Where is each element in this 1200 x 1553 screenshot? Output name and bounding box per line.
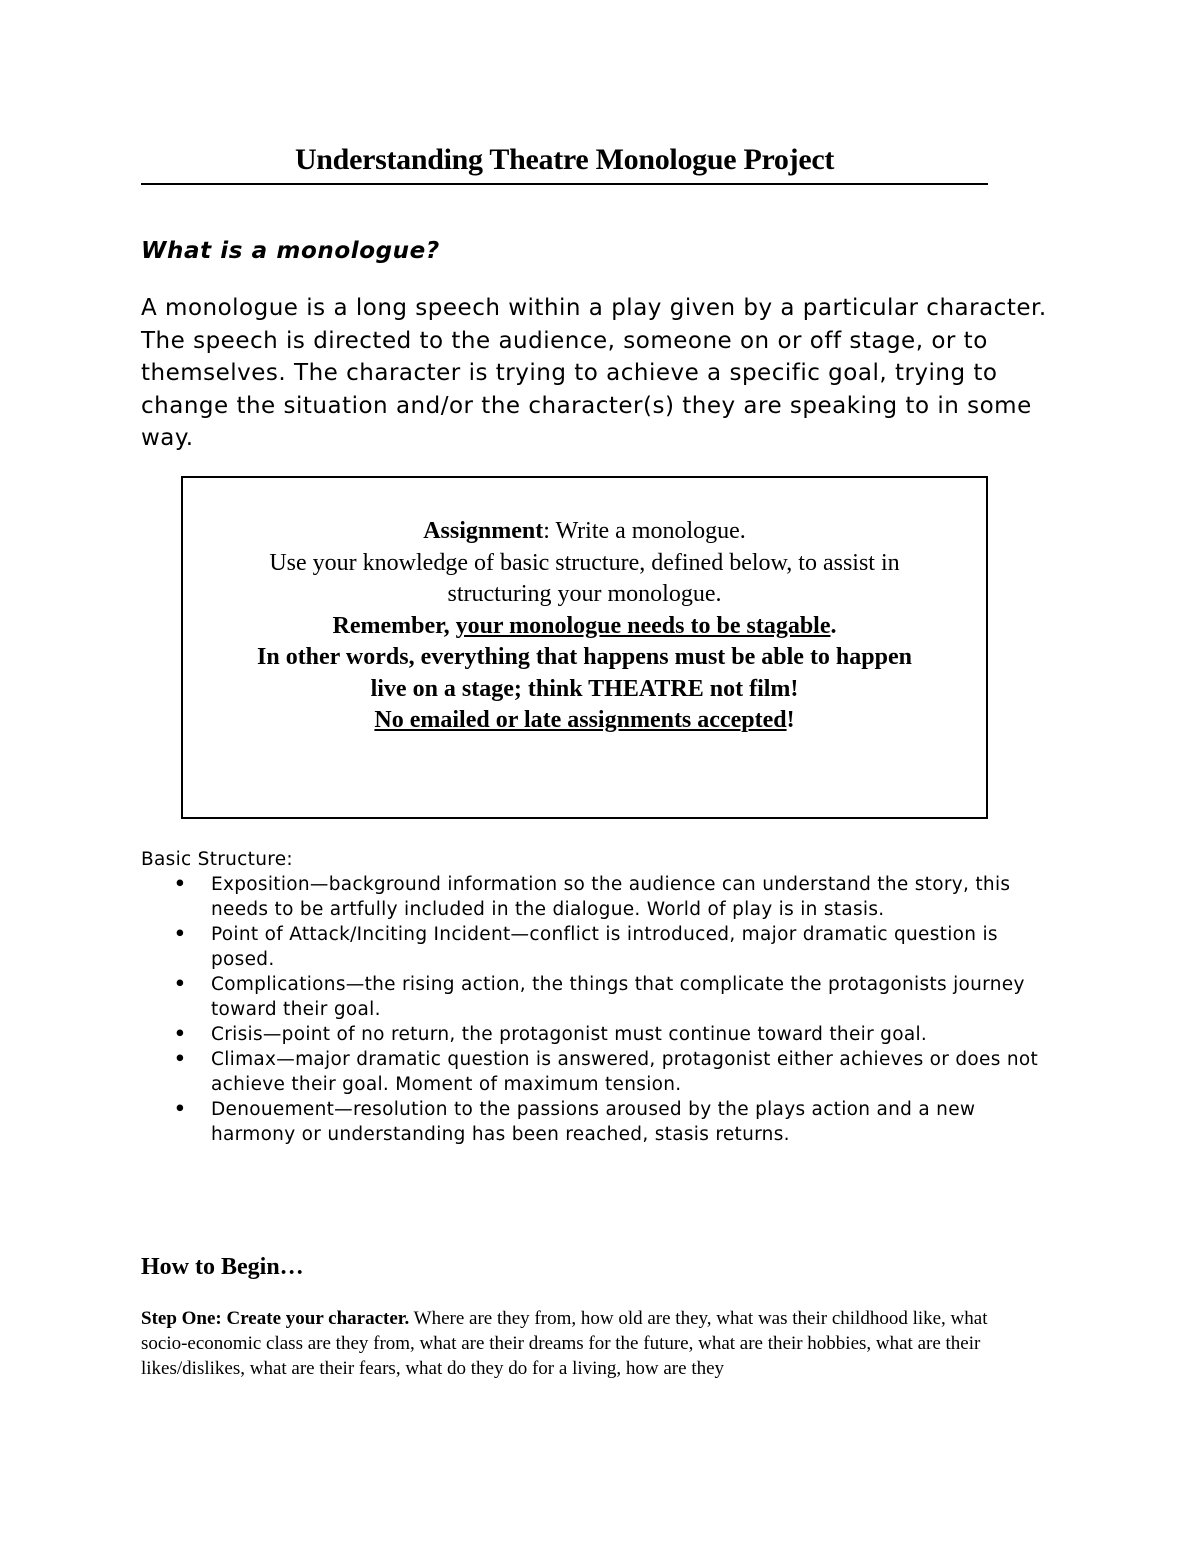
list-item	[141, 922, 1061, 972]
remember-underlined: your monologue needs to be stagable	[455, 612, 831, 639]
assignment-line-5: In other words, everything that happens must be able to happen	[257, 644, 912, 670]
assignment-line-6: live on a stage; think THEATRE not film!	[370, 675, 799, 702]
bullet-icon: •	[174, 974, 187, 995]
bullet-icon: •	[174, 1049, 187, 1070]
assignment-task: : Write a monologue.	[543, 518, 746, 544]
remember-suffix: .	[830, 612, 837, 639]
bullet-icon: •	[174, 1099, 187, 1120]
list-item-text: Exposition—background information so the audience can understand the story, this needs to be artfully included in the dialogue. World of play is in stasis.	[211, 874, 1011, 920]
basic-structure-colon: :	[286, 849, 293, 870]
assignment-label: Assignment	[423, 518, 544, 544]
assignment-line-2: Use your knowledge of basic structure, defined below, to assist in	[269, 549, 900, 576]
basic-structure-heading: Basic Structure	[141, 849, 287, 870]
assignment-line-3: structuring your monologue.	[447, 581, 722, 607]
structure-list	[141, 872, 1061, 1147]
document-title: Understanding Theatre Monologue Project	[294, 143, 835, 176]
assignment-remember-line	[183, 611, 986, 643]
basic-structure-heading-line	[141, 847, 1061, 872]
list-item-text: Climax—major dramatic question is answered, protagonist either achieves or does not achieve their goal. Moment of maximum tension.	[211, 1049, 1039, 1095]
late-underlined: No emailed or late assignments accepted	[374, 707, 787, 733]
list-item	[141, 1047, 1061, 1097]
late-suffix: !	[786, 707, 795, 733]
step-one-paragraph	[141, 1306, 1031, 1381]
list-item-text: Crisis—point of no return, the protagonist must continue toward their goal.	[211, 1024, 928, 1045]
basic-structure-section	[141, 847, 1061, 1147]
assignment-late-line	[183, 705, 986, 737]
step-one-label: Step One: Create your character.	[141, 1308, 410, 1329]
step-one-text: Where are they from, how old are they, what was their childhood like, what socio-economic class are they from, what are their dreams for the future, what are their hobbies, what are their likes/dislikes, what are their fears, what do they do for a living, how are they	[141, 1308, 988, 1379]
assignment-text	[183, 516, 986, 737]
list-item	[141, 872, 1061, 922]
list-item	[141, 972, 1061, 1022]
list-item-text: Point of Attack/Inciting Incident—conflict is introduced, major dramatic question is posed.	[211, 924, 998, 970]
monologue-definition: A monologue is a long speech within a play given by a particular character. The speech is directed to the audience, someone on or off stage, or to themselves. The character is trying to achieve a specific goal, trying to change the situation and/or the character(s) they are speaking to in some way.	[141, 295, 1047, 451]
title-underline-rule	[141, 183, 988, 185]
bullet-icon: •	[174, 1024, 187, 1045]
bullet-icon: •	[174, 874, 187, 895]
list-item	[141, 1097, 1061, 1147]
assignment-box	[181, 476, 988, 819]
assignment-line	[183, 516, 986, 548]
section-question-heading: What is a monologue?	[141, 238, 440, 264]
list-item	[141, 1022, 1061, 1047]
bullet-icon: •	[174, 924, 187, 945]
list-item-text: Denouement—resolution to the passions aroused by the plays action and a new harmony or understanding has been reached, stasis returns.	[211, 1099, 976, 1145]
how-to-begin-heading: How to Begin…	[141, 1254, 304, 1280]
list-item-text: Complications—the rising action, the things that complicate the protagonists journey toward their goal.	[211, 974, 1025, 1020]
remember-prefix: Remember,	[332, 612, 456, 639]
